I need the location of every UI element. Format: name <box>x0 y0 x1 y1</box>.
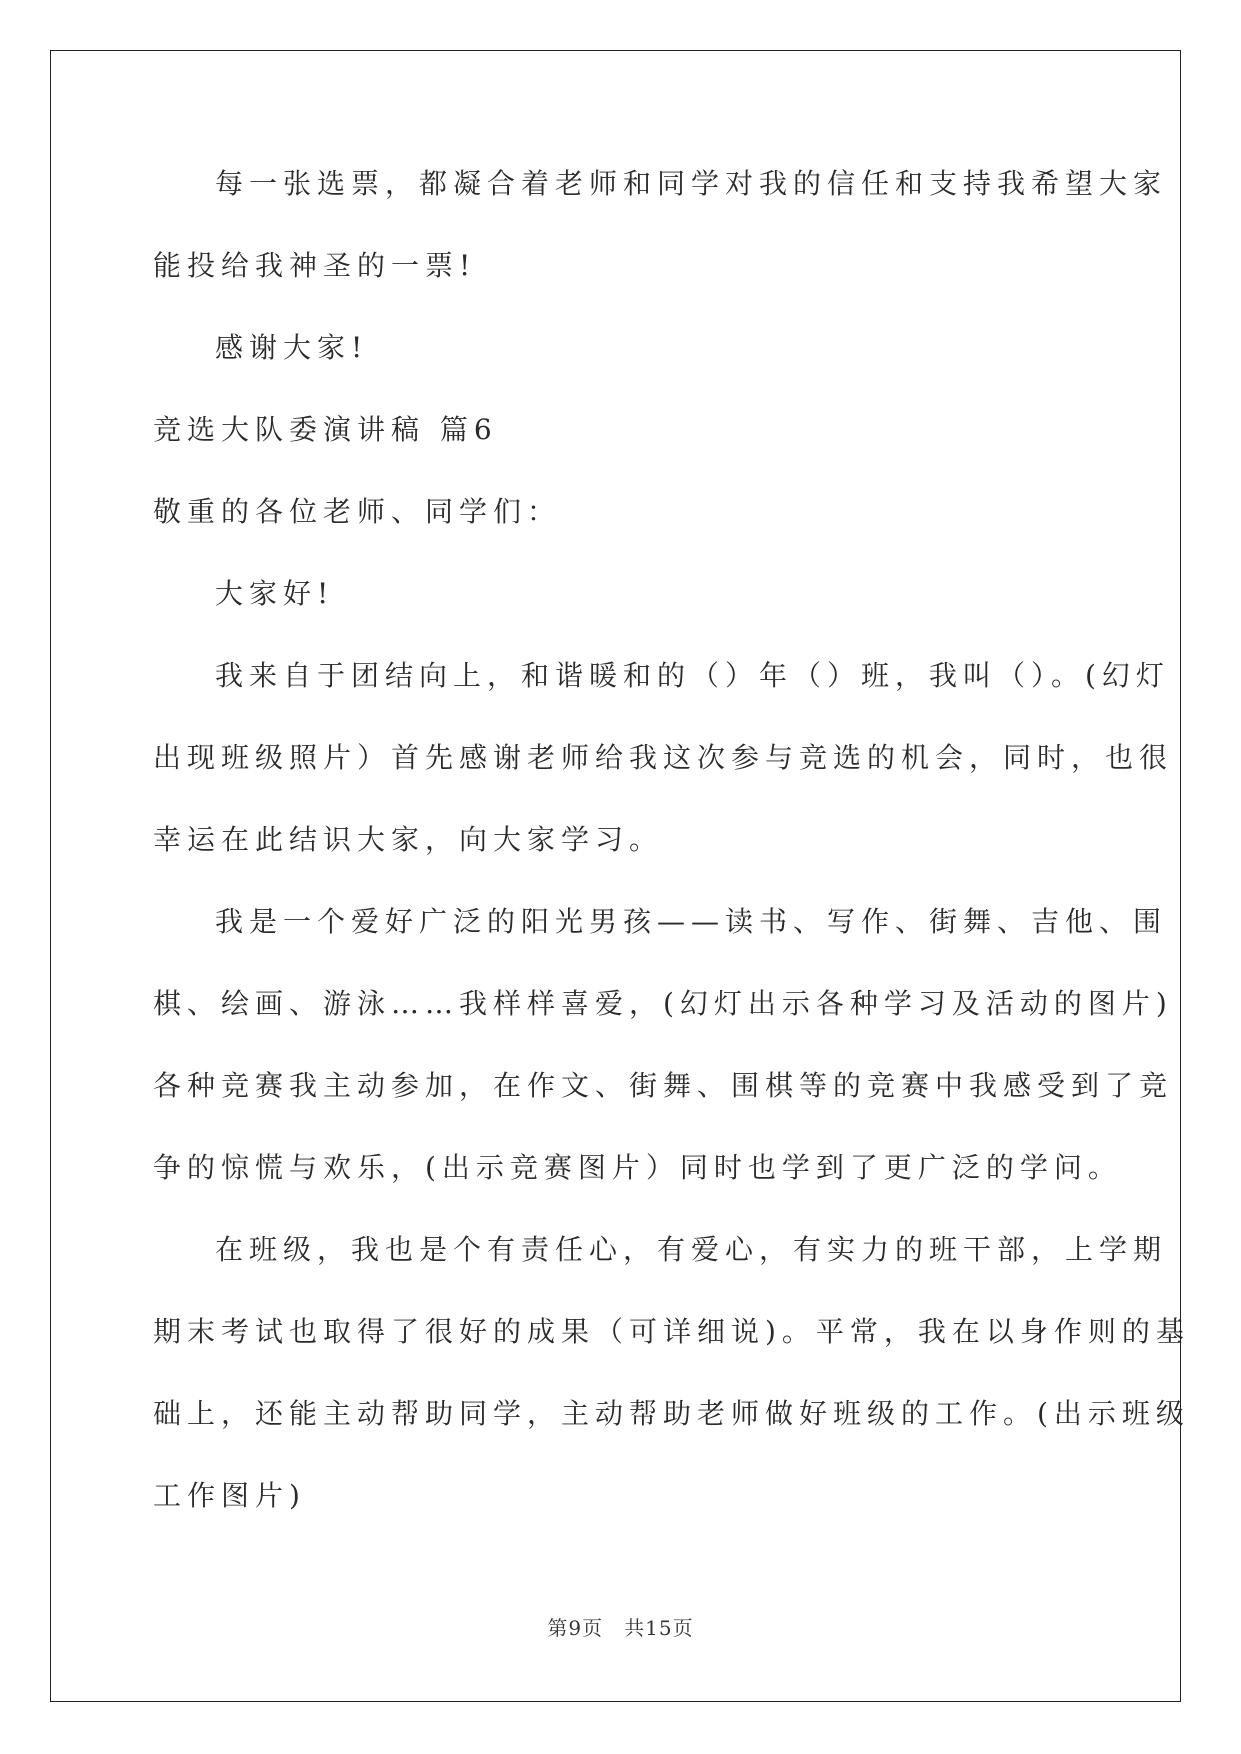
page-number-footer: 第9页 共15页 <box>547 1616 694 1640</box>
text-line: 大家好! <box>215 577 335 610</box>
text-line: 在班级，我也是个有责任心，有爱心，有实力的班干部，上学期 <box>215 1233 1168 1266</box>
text-line: 争的惊慌与欢乐，(出示竞赛图片）同时也学到了更广泛的学问。 <box>153 1151 1122 1184</box>
document-body <box>153 164 1190 1558</box>
text-line: 能投给我神圣的一票! <box>153 249 477 282</box>
text-line: 棋、绘画、游泳……我样样喜爱，(幻灯出示各种学习及活动的图片) <box>153 987 1173 1020</box>
text-line: 感谢大家! <box>215 331 369 364</box>
salutation: 敬重的各位老师、同学们： <box>153 495 562 528</box>
text-line: 我来自于团结向上，和谐暖和的（）年（）班，我叫（）。(幻灯 <box>215 659 1170 692</box>
text-line: 础上，还能主动帮助同学，主动帮助老师做好班级的工作。(出示班级 <box>153 1397 1190 1430</box>
text-line: 出现班级照片）首先感谢老师给我这次参与竞选的机会，同时，也很 <box>153 741 1174 774</box>
text-line: 各种竞赛我主动参加，在作文、街舞、围棋等的竞赛中我感受到了竞 <box>153 1069 1174 1102</box>
text-line: 幸运在此结识大家，向大家学习。 <box>153 823 664 856</box>
text-line: 每一张选票，都凝合着老师和同学对我的信任和支持我希望大家 <box>215 167 1168 200</box>
section-heading: 竞选大队委演讲稿 篇6 <box>153 413 498 446</box>
text-line: 工作图片) <box>153 1479 306 1512</box>
text-line: 我是一个爱好广泛的阳光男孩——读书、写作、街舞、吉他、围 <box>215 905 1168 938</box>
text-line: 期末考试也取得了很好的成果（可详细说)。平常，我在以身作则的基 <box>153 1315 1190 1348</box>
